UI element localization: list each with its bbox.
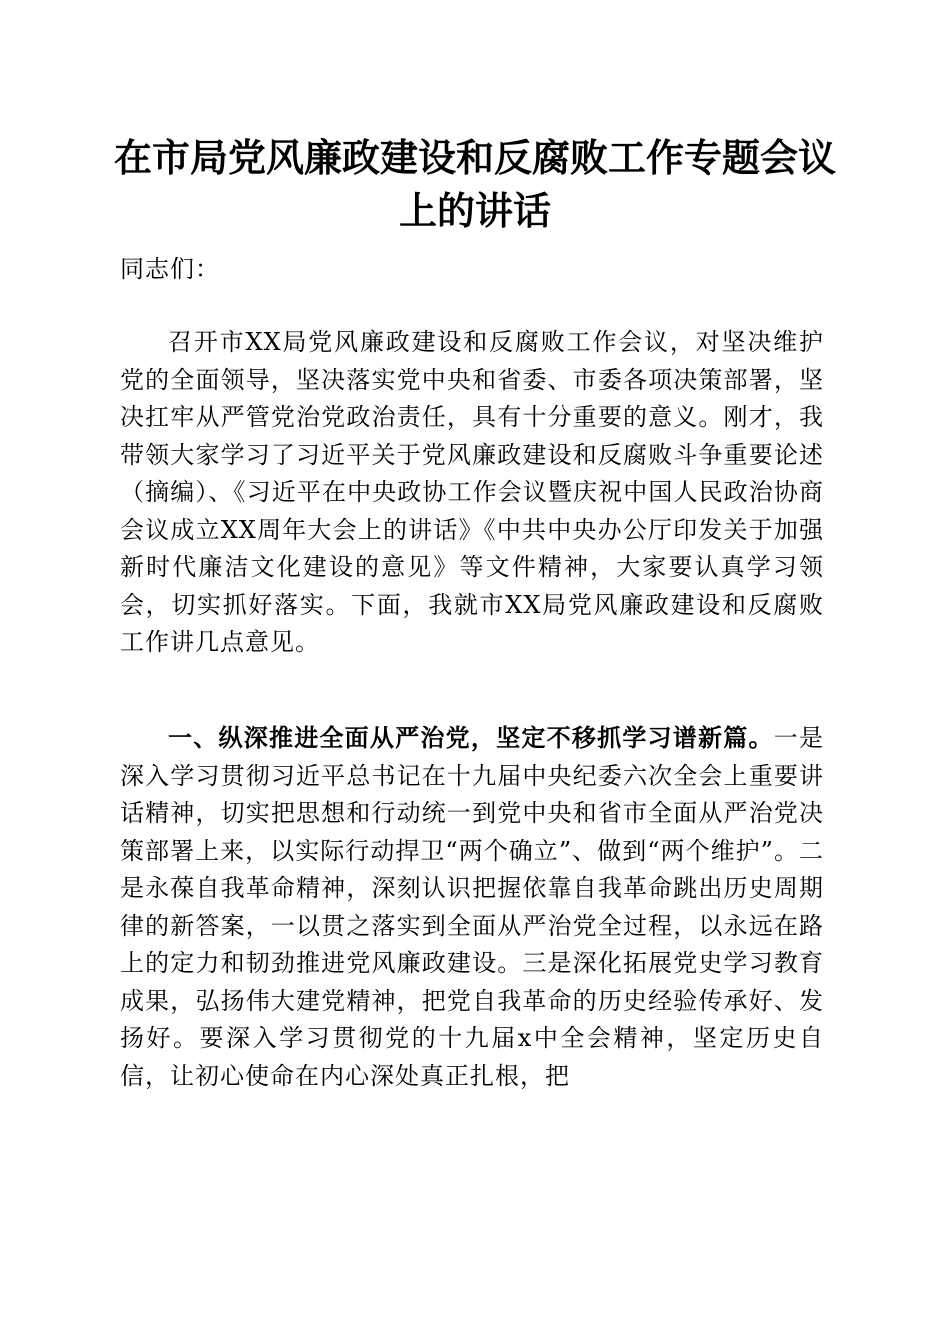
section-body: 一是深入学习贯彻习近平总书记在十九届中央纪委六次全会上重要讲话精神，切实把思想和行动统一到党中央和省市全面从严治党决策部署上来，以实际行动捍卫“两个确立”、做到“两个维护”。二是永葆自我革命精神，深刻认识把握依靠自我革命跳出历史周期律的新答案，一以贯之落实到全面从严治党全过程，以永远在路上的定力和韧劲推进党风廉政建设。三是深化拓展党史学习教育成果，弘扬伟大建党精神，把党自我革命的历史经验传承好、发扬好。要深入学习贯彻党的十九届x中全会精神，坚定历史自信，让初心使命在内心深处真正扎根，把 bbox=[120, 724, 825, 1090]
salutation: 同志们： bbox=[120, 255, 220, 283]
paragraph-intro: 召开市XX局党风廉政建设和反腐败工作会议，对坚决维护党的全面领导，坚决落实党中央和省委、市委各项决策部署，坚决扛牢从严管党治党政治责任，具有十分重要的意义。刚才，我带领大家学习了习近平关于党风廉政建设和反腐败斗争重要论述（摘编）、《习近平在中央政协工作会议暨庆祝中国人民政治协商会议成立XX周年大会上的讲话》《中共中央办公厅印发关于加强新时代廉洁文化建设的意见》等文件精神，大家要认真学习领会，切实抓好落实。下面，我就市XX局党风廉政建设和反腐败工作讲几点意见。 bbox=[120, 328, 824, 656]
paragraph-section-one bbox=[120, 720, 824, 1095]
document-title: 在市局党风廉政建设和反腐败工作专题会议上的讲话 bbox=[113, 135, 836, 233]
section-heading: 一、纵深推进全面从严治党，坚定不移抓学习谱新篇。 bbox=[168, 724, 774, 752]
